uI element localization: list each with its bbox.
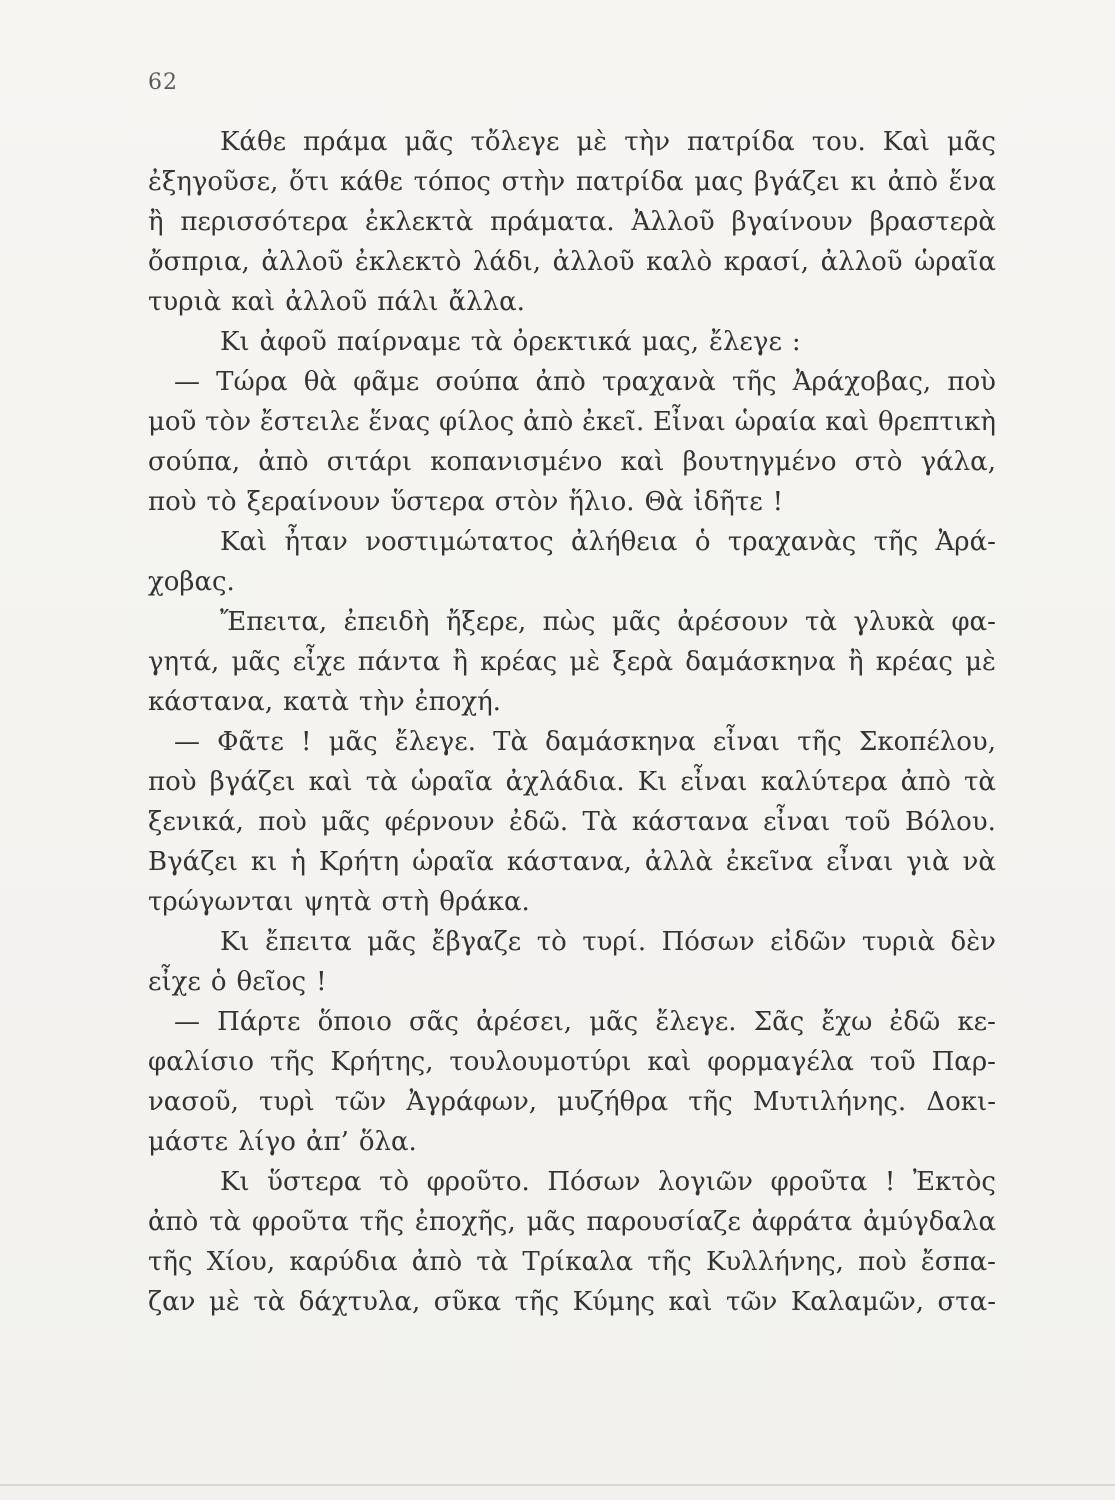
word: ἀλλοῦ	[552, 247, 635, 277]
text-line	[148, 282, 996, 322]
word: σῦκα	[433, 1287, 502, 1317]
word: ἐδῶ.	[509, 807, 569, 837]
word: στὴ	[381, 887, 430, 917]
word: εἶναι	[712, 727, 781, 757]
text-line	[148, 562, 996, 602]
word: Σκοπέλου,	[858, 727, 996, 757]
word: μᾶς	[589, 1007, 639, 1037]
word: εἶναι	[680, 767, 748, 797]
text-line	[148, 402, 996, 442]
scan-edge-divider	[0, 1484, 1115, 1486]
word: κρέας	[480, 647, 558, 677]
word: καὶ	[668, 1287, 713, 1317]
word: φίλος	[439, 407, 515, 437]
word: ἀλλοῦ	[285, 287, 368, 317]
word: Φᾶτε	[217, 727, 284, 757]
word: καὶ	[647, 1047, 692, 1077]
word: ἀλλὰ	[644, 847, 713, 877]
text-line	[148, 722, 996, 762]
word: στα-	[937, 1287, 996, 1317]
word: τυρί.	[582, 927, 647, 957]
word: ὅτι	[289, 167, 330, 197]
word: χοβας.	[148, 567, 235, 597]
word: θρεπτικὴ	[878, 407, 996, 437]
word: Τρίκαλα	[522, 1247, 634, 1277]
word: τοῦ	[844, 807, 891, 837]
word: μᾶς	[404, 127, 454, 157]
word: φροῦτο.	[426, 1167, 530, 1197]
word: ψητὰ	[303, 887, 372, 917]
word: τὰ	[470, 327, 503, 357]
word: ἄλλα.	[448, 287, 525, 317]
word: ὁ	[210, 967, 227, 997]
text-line	[148, 762, 996, 802]
word: μᾶς	[526, 1207, 576, 1237]
word: Σᾶς	[753, 1007, 805, 1037]
word: μᾶς	[328, 727, 378, 757]
word: νασοῦ,	[148, 1087, 239, 1117]
word: Χίου,	[206, 1247, 276, 1277]
word: ὕστερα	[390, 487, 485, 517]
word: ἔπειτα	[265, 927, 352, 957]
text-line	[148, 122, 996, 162]
word: σιτάρι	[326, 447, 413, 477]
word: ἐπειδὴ	[343, 607, 430, 637]
word: ἡ	[290, 847, 306, 877]
word: !	[884, 1167, 896, 1197]
word: ἔλεγε.	[394, 727, 476, 757]
word: ἕνα	[948, 167, 996, 197]
word: τῆς	[732, 367, 777, 397]
word: Εἶναι	[653, 407, 726, 437]
word: τῆς	[797, 727, 842, 757]
word: μὲ	[576, 127, 608, 157]
word: ἀλήθεια	[570, 527, 678, 557]
word: τὸ	[206, 487, 237, 517]
word: τραχανὰς	[727, 527, 857, 557]
word: θεῖος	[236, 967, 307, 997]
word: του.	[811, 127, 866, 157]
word: ἔσπα-	[920, 1247, 996, 1277]
word: τόπος	[413, 167, 491, 197]
text-line	[148, 1242, 996, 1282]
text-line	[148, 1002, 996, 1042]
word: μᾶς	[946, 127, 996, 157]
text-line	[148, 842, 996, 882]
word: Πόσων	[661, 927, 755, 957]
word: τῆς	[688, 1087, 733, 1117]
word: φαλίσιο	[148, 1047, 255, 1077]
word: φα-	[951, 607, 996, 637]
word: ἀπὸ	[148, 1207, 199, 1237]
word: τῆς	[873, 527, 919, 557]
word: Καὶ	[220, 527, 268, 557]
word: τῶν	[725, 1287, 778, 1317]
word: ξερὰ	[612, 647, 674, 677]
word: καὶ	[825, 407, 870, 437]
word: Μυτιλήνης.	[752, 1087, 907, 1117]
word: τραχανὰ	[601, 367, 716, 397]
word: —	[174, 367, 200, 397]
word: ἀφοῦ	[259, 327, 327, 357]
word: ὕστερα	[267, 1167, 362, 1197]
word: ἢ	[848, 647, 864, 677]
word: κι	[850, 167, 877, 197]
word: Θὰ	[644, 487, 684, 517]
word: ἔχω	[821, 1007, 873, 1037]
word: Βόλου.	[904, 807, 996, 837]
word: βραστερὰ	[869, 207, 996, 237]
word: θράκα.	[439, 887, 530, 917]
page-number: 62	[148, 70, 178, 95]
word: λογιῶν	[658, 1167, 753, 1197]
word: Κρήτης,	[330, 1047, 434, 1077]
word: σούπα	[435, 367, 520, 397]
word: ἐκλεκτὰ	[365, 207, 474, 237]
word: σούπα,	[148, 447, 241, 477]
word: μὲ	[965, 647, 996, 677]
word: πάντα	[357, 647, 441, 677]
word: ἥλιο.	[568, 487, 635, 517]
word: καὶ	[231, 287, 276, 317]
word: ἦταν	[284, 527, 348, 557]
word: ποὺ	[148, 767, 197, 797]
word: ἔβγαζε	[431, 927, 522, 957]
word: τὴν	[358, 687, 405, 717]
word: καλὸ	[646, 247, 713, 277]
text-line	[148, 322, 996, 362]
text-line	[148, 1042, 996, 1082]
word: Τὰ	[582, 807, 618, 837]
word: φορμαγέλα	[707, 1047, 854, 1077]
word: μᾶς	[231, 647, 281, 677]
word: κι	[250, 847, 278, 877]
word: ὡραῖα	[410, 767, 493, 797]
word: τοῦ	[869, 1047, 916, 1077]
word: !	[301, 727, 312, 757]
word: σᾶς	[409, 1007, 459, 1037]
word: τῆς	[269, 1047, 315, 1077]
word: νοστιμώτατος	[365, 527, 554, 557]
word: ὡραῖα	[412, 847, 494, 877]
text-line	[148, 962, 996, 1002]
word: γητά,	[148, 647, 220, 677]
word: κάθε	[339, 167, 403, 197]
word: Πάρτε	[217, 1007, 301, 1037]
word: ποὺ	[148, 487, 197, 517]
word: γλυκὰ	[853, 607, 935, 637]
word: κρέας	[875, 647, 953, 677]
word: εἶχε	[148, 967, 201, 997]
word: ἢ	[148, 207, 164, 237]
word: μὲ	[569, 647, 601, 677]
word: κάστανα,	[148, 687, 274, 717]
word: τῆς	[359, 1207, 405, 1237]
word: ἀπὸ	[522, 407, 574, 437]
word: ὡραία	[734, 407, 817, 437]
word: εἶναι	[826, 847, 894, 877]
word: φροῦτα	[770, 1167, 868, 1197]
word: Ἀγράφων,	[406, 1087, 538, 1117]
word: παρουσίαζε	[586, 1207, 741, 1237]
word: τῶν	[334, 1087, 387, 1117]
word: ἀπ’	[305, 1127, 349, 1157]
word: ἀλλοῦ	[820, 247, 903, 277]
word: ἀρέσει,	[476, 1007, 573, 1037]
word: τὰ	[804, 607, 837, 637]
word: τῆς	[148, 1247, 193, 1277]
word: πὼς	[542, 607, 596, 637]
word: δὲν	[950, 927, 996, 957]
word: :	[791, 327, 801, 357]
text-line	[148, 1122, 996, 1162]
word: καὶ	[308, 767, 353, 797]
word: κατὰ	[283, 687, 349, 717]
word: τὸ	[536, 927, 567, 957]
word: ὅλα.	[358, 1127, 417, 1157]
word: !	[772, 487, 784, 517]
word: ζαν	[148, 1287, 196, 1317]
word: εἶχε	[292, 647, 346, 677]
word: μᾶς	[611, 607, 661, 637]
word: Δοκι-	[926, 1087, 996, 1117]
text-line	[148, 802, 996, 842]
word: κάστανα	[631, 807, 749, 837]
word: Βγάζει	[148, 847, 238, 877]
word: Κυλλήνης,	[705, 1247, 844, 1277]
word: Ἀρά-	[935, 527, 996, 557]
text-line	[148, 362, 996, 402]
word: μυζήθρα	[557, 1087, 669, 1117]
word: κάστανα,	[506, 847, 632, 877]
word: ἀπὸ	[258, 447, 309, 477]
word: νὰ	[962, 847, 996, 877]
word: βγάζει	[753, 167, 840, 197]
word: τῆς	[647, 1247, 692, 1277]
word: ἀπὸ	[900, 767, 951, 797]
word: δάχτυλα,	[298, 1287, 421, 1317]
word: τὴν	[624, 127, 671, 157]
word: μας	[694, 167, 744, 197]
word: ἐκεῖ.	[582, 407, 645, 437]
word: ἐποχή.	[414, 687, 501, 717]
word: ἀρέσουν	[677, 607, 789, 637]
word: ἀπὸ	[535, 367, 586, 397]
word: πράματα.	[490, 207, 615, 237]
word: ποὺ	[258, 807, 307, 837]
word: ἰδῆτε	[693, 487, 763, 517]
word: καὶ	[620, 447, 665, 477]
word: μάστε	[148, 1127, 229, 1157]
text-line	[148, 202, 996, 242]
word: μοῦ	[148, 407, 197, 437]
word: Κι	[220, 927, 250, 957]
word: κρασί,	[723, 247, 809, 277]
word: Πόσων	[547, 1167, 641, 1197]
word: λάδι,	[472, 247, 542, 277]
word: ὡραῖα	[914, 247, 996, 277]
word: ὀρεκτικά	[512, 327, 632, 357]
text-line	[148, 642, 996, 682]
word: Ἔπειτα,	[220, 607, 328, 637]
word: Ἀλλοῦ	[631, 207, 715, 237]
text-line	[148, 522, 996, 562]
word: θὰ	[303, 367, 337, 397]
word: περισσότερα	[180, 207, 349, 237]
word: Κάθε	[220, 127, 287, 157]
word: ἐξηγοῦσε,	[148, 167, 279, 197]
word: Κι	[220, 1167, 250, 1197]
word: Ἀράχοβας,	[792, 367, 932, 397]
word: ἐδῶ	[889, 1007, 941, 1037]
word: ἀπὸ	[411, 1247, 463, 1277]
word: τυριὰ	[861, 927, 936, 957]
word: —	[174, 1007, 200, 1037]
word: Κύμης	[572, 1287, 655, 1317]
word: Τὰ	[493, 727, 529, 757]
word: ὅποιο	[317, 1007, 392, 1037]
word: βουτηγμένο	[682, 447, 837, 477]
word: μᾶς	[367, 927, 417, 957]
word: φέρνουν	[384, 807, 495, 837]
word: ἐκλεκτὸ	[354, 247, 462, 277]
word: Τώρα	[216, 367, 288, 397]
text-line	[148, 442, 996, 482]
word: εἰδῶν	[770, 927, 847, 957]
word: τυριὰ	[148, 287, 222, 317]
word: ἕνας	[368, 407, 431, 437]
word: τυρὶ	[259, 1087, 315, 1117]
word: καρύδια	[289, 1247, 398, 1277]
word: στὴν	[501, 167, 566, 197]
body-text	[148, 122, 996, 1322]
text-line	[148, 602, 996, 642]
word: τὸν	[205, 407, 252, 437]
word: παίρναμε	[336, 327, 461, 357]
word: δαμάσκηνα	[545, 727, 696, 757]
word: ἔστειλε	[259, 407, 360, 437]
text-line	[148, 482, 996, 522]
word: μᾶς	[321, 807, 371, 837]
text-line	[148, 1162, 996, 1202]
word: ἀχλάδια.	[505, 767, 625, 797]
word: !	[316, 967, 327, 997]
word: δαμάσκηνα	[685, 647, 836, 677]
word: μὲ	[208, 1287, 240, 1317]
word: —	[174, 727, 200, 757]
word: λίγο	[238, 1127, 296, 1157]
word: βγαίνουν	[731, 207, 853, 237]
word: ἀπὸ	[887, 167, 938, 197]
text-line	[148, 682, 996, 722]
word: τρώγωνται	[148, 887, 294, 917]
text-line	[148, 162, 996, 202]
word: φᾶμε	[353, 367, 420, 397]
word: πάλι	[377, 287, 439, 317]
word: Ἐκτὸς	[912, 1167, 996, 1197]
word: τὸ	[378, 1167, 410, 1197]
word: γιὰ	[906, 847, 950, 877]
word: ἀφράτα	[751, 1207, 853, 1237]
word: καλύτερα	[760, 767, 888, 797]
word: τῆς	[514, 1287, 560, 1317]
word: Κι	[637, 767, 668, 797]
word: τὰ	[209, 1207, 242, 1237]
word: τὄλεγε	[470, 127, 560, 157]
word: στὸν	[494, 487, 559, 517]
word: ἐποχῆς,	[414, 1207, 516, 1237]
word: ἤξερε,	[445, 607, 527, 637]
word: εἶναι	[763, 807, 831, 837]
word: ὁ	[694, 527, 711, 557]
word: πατρίδα	[575, 167, 684, 197]
word: τὰ	[476, 1247, 509, 1277]
word: τὰ	[253, 1287, 286, 1317]
word: ἐκεῖνα	[725, 847, 814, 877]
word: ξενικά,	[148, 807, 244, 837]
word: Καὶ	[882, 127, 930, 157]
text-line	[148, 882, 996, 922]
word: ὄσπρια,	[148, 247, 250, 277]
word: στὸ	[854, 447, 903, 477]
word: ἔλεγε.	[655, 1007, 737, 1037]
word: κοπανισμένο	[430, 447, 603, 477]
word: πράμα	[303, 127, 388, 157]
word: ἀλλοῦ	[261, 247, 344, 277]
word: μας,	[641, 327, 699, 357]
word: τὰ	[963, 767, 996, 797]
word: Παρ-	[931, 1047, 996, 1077]
word: κε-	[957, 1007, 996, 1037]
word: Καλαμῶν,	[790, 1287, 925, 1317]
text-line	[148, 1082, 996, 1122]
word: ἢ	[452, 647, 468, 677]
word: ἀμύγδαλα	[862, 1207, 996, 1237]
word: ἔλεγε	[709, 327, 782, 357]
word: βγάζει	[209, 767, 296, 797]
text-line	[148, 1202, 996, 1242]
text-line	[148, 242, 996, 282]
word: πατρίδα	[686, 127, 795, 157]
word: ξεραίνουν	[246, 487, 381, 517]
word: τὰ	[365, 767, 398, 797]
text-line	[148, 1282, 996, 1322]
word: ποὺ	[858, 1247, 907, 1277]
word: φροῦτα	[251, 1207, 349, 1237]
text-line	[148, 922, 996, 962]
word: τουλουμοτύρι	[449, 1047, 632, 1077]
word: Κρήτη	[318, 847, 400, 877]
word: Κι	[220, 327, 250, 357]
word: γάλα,	[920, 447, 996, 477]
word: ποὺ	[947, 367, 996, 397]
